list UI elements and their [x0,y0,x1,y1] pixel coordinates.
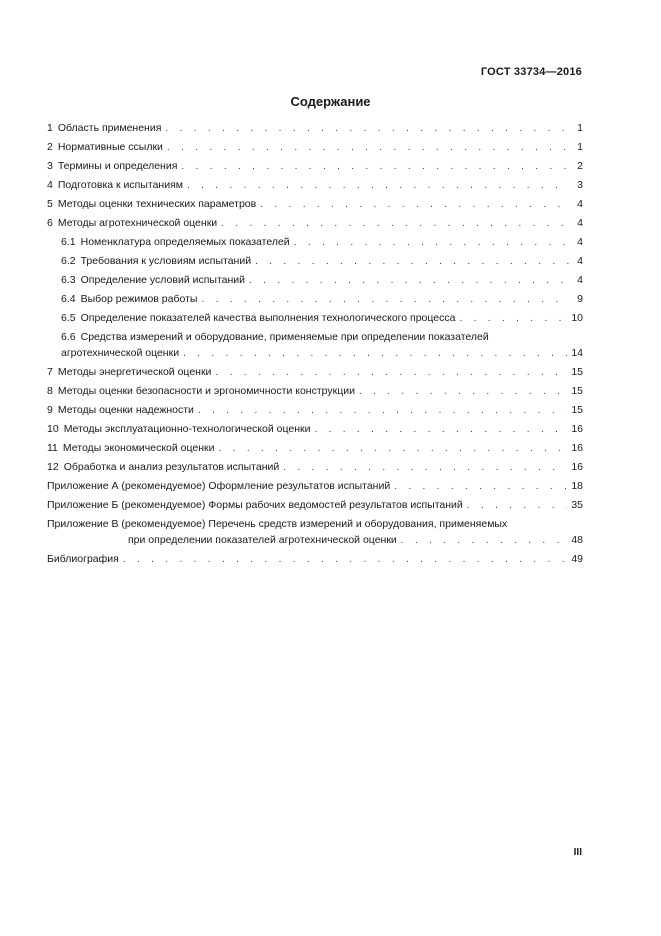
toc-entry-page: 18 [571,480,583,492]
toc-leader-dots [187,177,569,195]
toc-entry-page: 15 [571,404,583,416]
toc-entry-number: 6.2 [61,255,76,267]
toc-entry[interactable] [47,517,583,531]
toc-entry[interactable] [47,439,583,458]
toc-entry-title: Выбор режимов работы [80,293,198,305]
toc-entry-page: 16 [571,461,583,473]
toc-entry[interactable] [47,119,583,138]
toc-entry-number: 4 [47,179,53,191]
toc-entry[interactable] [47,382,583,401]
toc-leader-dots [249,272,569,290]
toc-leader-dots [294,234,569,252]
toc-entry-number: 7 [47,366,53,378]
toc-entry-number: 5 [47,198,53,210]
toc-entry[interactable] [47,214,583,233]
toc-entry[interactable] [47,157,583,176]
toc-leader-dots [219,440,568,458]
page-number: III [573,847,582,858]
toc-entry-page: 10 [571,312,583,324]
standard-designation: ГОСТ 33734—2016 [480,66,582,78]
toc-entry[interactable] [47,138,583,157]
toc-entry[interactable] [47,233,583,252]
toc-entry-number: 11 [47,442,58,454]
toc-leader-dots [181,158,569,176]
toc-leader-dots [314,421,567,439]
toc-entry-page: 4 [577,236,583,248]
toc-entry-number: 1 [47,122,53,134]
toc-entry-page: 4 [577,217,583,229]
toc-entry-title: Нормативные ссылки [57,141,163,153]
table-of-contents [47,119,583,569]
toc-entry-page: 4 [577,255,583,267]
toc-entry-page: 35 [571,499,583,511]
toc-entry-title: Методы агротехнической оценки [57,217,218,229]
toc-entry-title: Методы эксплуатационно-технологической оценки [63,423,311,435]
toc-entry-title: Область применения [57,122,162,134]
toc-entry-page: 48 [571,534,583,546]
toc-entry-number: 6.4 [61,293,76,305]
page-title: Содержание [290,94,371,109]
toc-entry-number: 12 [47,461,59,473]
toc-entry-page: 4 [577,274,583,286]
toc-entry-title: Определение условий испытаний [80,274,246,286]
toc-entry-page: 2 [577,160,583,172]
toc-entry[interactable] [47,271,583,290]
toc-entry-title: Методы оценки надежности [57,404,194,416]
toc-entry-number: 9 [47,404,53,416]
toc-leader-dots [401,532,568,550]
toc-entry-page: 16 [571,423,583,435]
toc-leader-dots [221,215,569,233]
toc-entry-title: Номенклатура определяемых показателей [80,236,290,248]
toc-entry-number: 6.5 [61,312,76,324]
toc-leader-dots [183,345,567,363]
toc-leader-dots [260,196,569,214]
toc-entry-number: 10 [47,423,59,435]
toc-leader-dots [198,402,567,420]
toc-entry-title: Требования к условиям испытаний [80,255,252,267]
toc-entry-continuation[interactable] [47,344,583,363]
toc-entry-continuation[interactable] [47,531,583,550]
toc-entry[interactable] [47,290,583,309]
toc-leader-dots [459,310,567,328]
toc-entry-page: 15 [571,366,583,378]
toc-entry[interactable] [47,496,583,515]
toc-entry-page: 1 [577,141,583,153]
toc-entry[interactable] [47,477,583,496]
toc-entry[interactable] [47,550,583,569]
toc-entry-number: 8 [47,385,53,397]
toc-entry-title: Термины и определения [57,160,178,172]
toc-entry-title: Библиография [47,553,119,565]
toc-leader-dots [215,364,567,382]
toc-leader-dots [165,120,569,138]
toc-entry-title: Приложение А (рекомендуемое) Оформление результатов испытаний [47,480,391,492]
toc-entry-number: 3 [47,160,53,172]
toc-entry-title: Методы энергетической оценки [57,366,212,378]
toc-entry-title: Подготовка к испытаниям [57,179,183,191]
toc-entry[interactable] [47,420,583,439]
toc-entry-title: Определение показателей качества выполнения технологического процесса [80,312,456,324]
toc-entry-number: 6 [47,217,53,229]
toc-entry-title-continued: при определении показателей агротехнической оценки [128,534,397,546]
toc-entry-number: 6.1 [61,236,76,248]
toc-leader-dots [255,253,569,271]
toc-leader-dots [201,291,569,309]
toc-entry[interactable] [47,458,583,477]
toc-entry-page: 3 [577,179,583,191]
toc-entry-page: 1 [577,122,583,134]
toc-entry-title: Приложение В (рекомендуемое) Перечень средств измерений и оборудования, применяемых [47,518,508,530]
toc-entry[interactable] [47,330,583,344]
toc-entry[interactable] [47,309,583,328]
toc-entry-title: Методы оценки технических параметров [57,198,257,210]
toc-entry[interactable] [47,195,583,214]
toc-entry-title: Методы оценки безопасности и эргономичности конструкции [57,385,355,397]
toc-entry-title: Методы экономической оценки [62,442,215,454]
toc-entry-number: 6.3 [61,274,76,286]
toc-entry-title: Средства измерений и оборудование, применяемые при определении показателей [80,331,489,343]
toc-leader-dots [283,459,567,477]
toc-entry-page: 49 [571,553,583,565]
toc-entry[interactable] [47,252,583,271]
toc-entry-page: 15 [571,385,583,397]
toc-entry-page: 14 [571,347,583,359]
toc-entry[interactable] [47,401,583,420]
toc-entry-title-continued: агротехнической оценки [61,347,180,359]
toc-leader-dots [467,497,568,515]
toc-entry-page: 16 [571,442,583,454]
toc-leader-dots [394,478,567,496]
toc-leader-dots [167,139,569,157]
toc-entry-page: 4 [577,198,583,210]
toc-entry-title: Приложение Б (рекомендуемое) Формы рабочих ведомостей результатов испытаний [47,499,463,511]
toc-entry-page: 9 [577,293,583,305]
toc-entry[interactable] [47,176,583,195]
toc-entry-number: 6.6 [61,331,76,343]
toc-leader-dots [123,551,567,569]
toc-leader-dots [359,383,567,401]
toc-entry-title: Обработка и анализ результатов испытаний [63,461,280,473]
toc-entry[interactable] [47,363,583,382]
toc-entry-number: 2 [47,141,53,153]
